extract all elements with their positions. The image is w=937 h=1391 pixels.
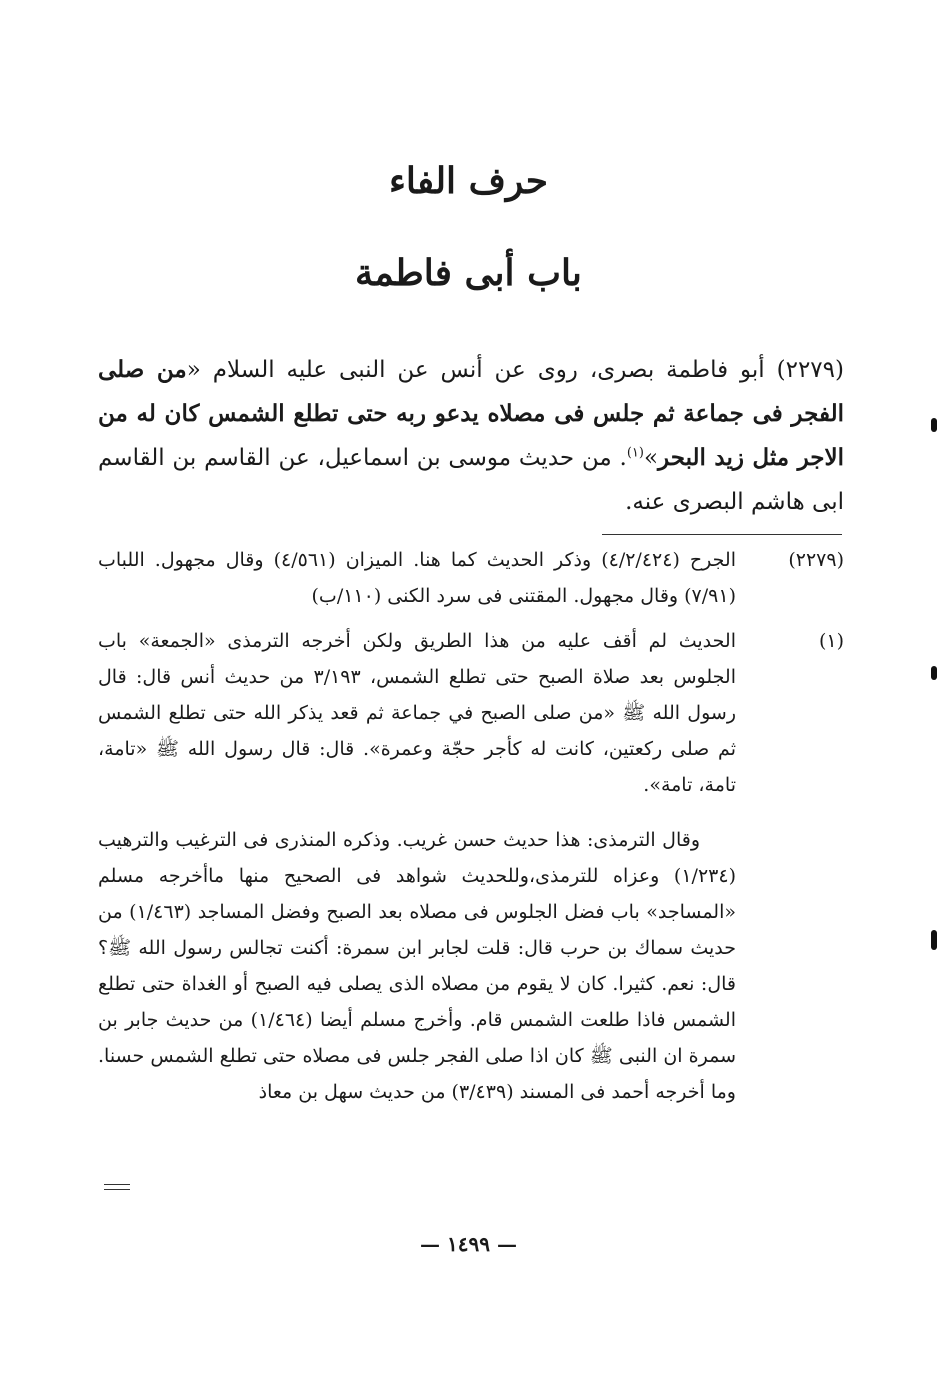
page-number: — ١٤٩٩ — — [420, 1232, 517, 1256]
entry-lead: (٢٢٧٩) أبو فاطمة بصرى، روى عن أنس عن النبى عليه السلام « — [186, 357, 844, 383]
binding-mark — [931, 418, 937, 432]
footnote-2279 — [98, 542, 844, 614]
entry-quote-close: » — [643, 445, 659, 471]
footnote-number: (٢٢٧٩) — [788, 549, 844, 571]
footnote-text: الجرح (٤/٢/٤٢٤) وذكر الحديث كما هنا. الميزان (٤/٥٦١) وقال مجهول. اللباب (٧/٩١) وقال مجهول. المقتنى فى سرد الكنى (١١٠/ب) — [98, 549, 736, 607]
letter-title: حرف الفاء — [388, 160, 549, 202]
footnote-continuation: وقال الترمذى: هذا حديث حسن غريب. وذكره المنذرى فى الترغيب والترهيب (١/٢٣٤) وعزاه للترمذى،وللحديث شواهد فى الصحيح منها ماأخرجه مسلم «المساجد» باب فضل الجلوس فى مصلاه بعد الصبح وفضل المساجد (١/٤٦٣) من حديث سماك بن حرب قال: قلت لجابر ابن سمرة: أكنت تجالس رسول الله ﷺ؟ قال: نعم. كثيرا. كان لا يقوم من مصلاه الذى يصلى فيه الصبح أو الغداة حتى تطلع الشمس فاذا طلعت الشمس قام. وأخرج مسلم أيضا (١/٤٦٤) من حديث جابر بن سمرة ان النبى ﷺ كان اذا صلى الفجر جلس فى مصلاه حتى تطلع الشمس حسنا. وما أخرجه أحمد فى المسند (٣/٤٣٩) من حديث سهل بن معاذ — [98, 829, 737, 1103]
entry-paragraph — [98, 348, 844, 524]
footnote-divider — [602, 534, 842, 535]
chapter-title: باب أبى فاطمة — [355, 252, 582, 294]
binding-mark — [931, 666, 937, 680]
entry-tail: . من حديث موسى بن اسماعيل، عن القاسم بن القاسم ابى هاشم البصرى عنه. — [98, 445, 844, 515]
entry-quote: من صلى الفجر فى جماعة ثم جلس فى مصلاه يدعو ربه حتى تطلع الشمس كان له من الاجر مثل زيد البحر — [98, 356, 844, 471]
footnote-number: (١) — [818, 630, 844, 652]
footnote-text: الحديث لم أقف عليه من هذا الطريق ولكن أخرجه الترمذى «الجمعة» باب الجلوس بعد صلاة الصبح حتى تطلع الشمس، ٣/١٩٣ من حديث أنس قال: قال رسول الله ﷺ «من صلى الصبح في جماعة ثم قعد يذكر الله حتى تطلع الشمس ثم صلى ركعتين، كانت له كأجر حجّة وعمرة». قال: قال رسول الله ﷺ «تامة، تامة، تامة». — [98, 630, 736, 796]
continuation-mark — [104, 1184, 130, 1190]
footnote-1 — [98, 623, 844, 803]
binding-mark — [931, 930, 937, 950]
footnote-ref: (١) — [626, 445, 644, 461]
